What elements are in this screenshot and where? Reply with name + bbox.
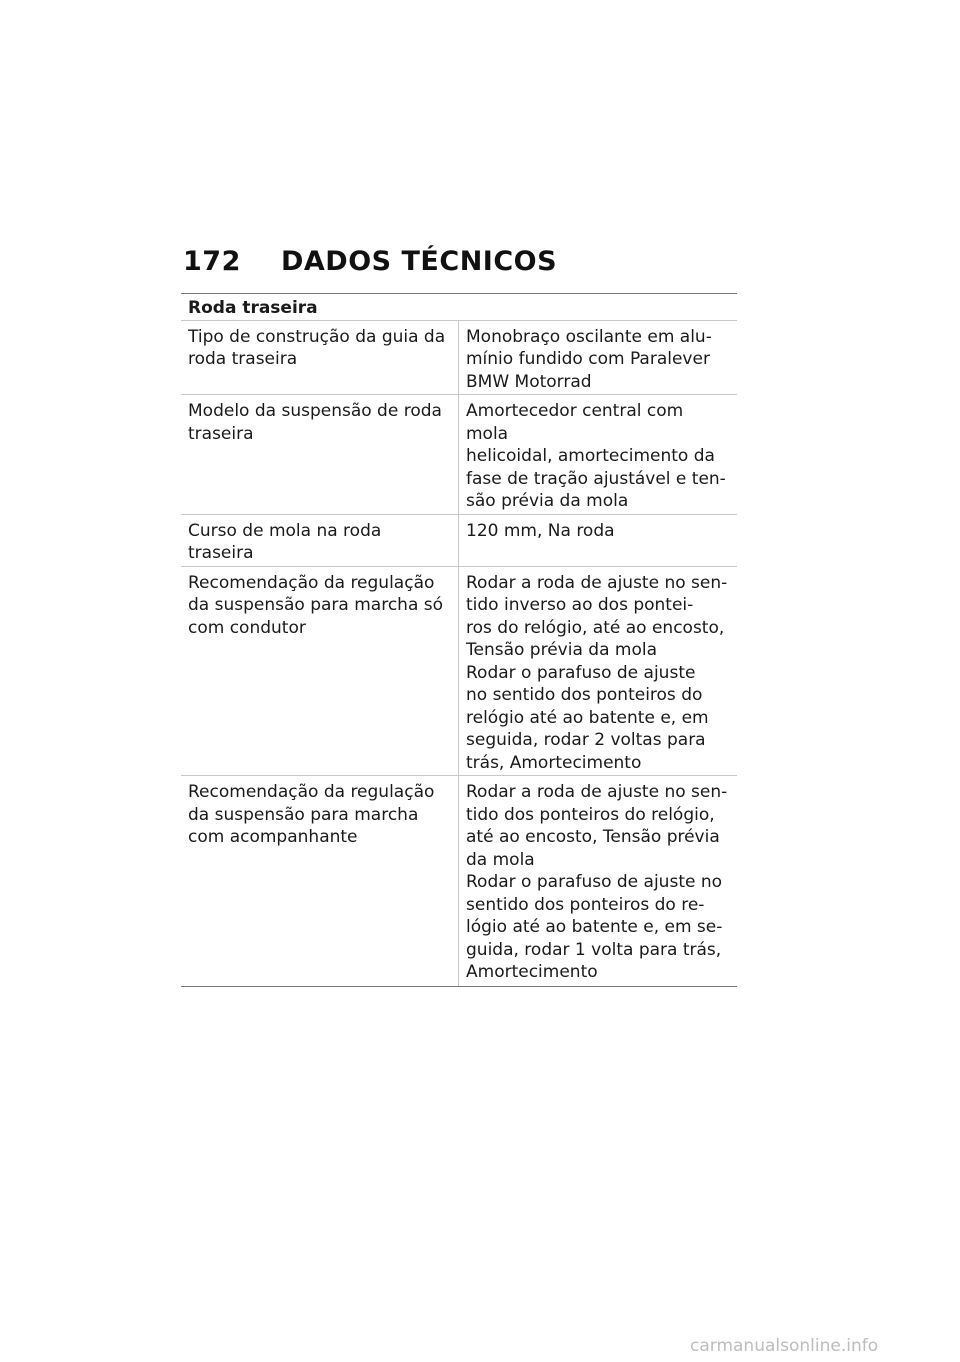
section-header-row — [181, 294, 737, 321]
value-line: Amortecimento — [466, 962, 598, 982]
spec-table — [181, 293, 737, 987]
label-line: Modelo da suspensão de roda — [188, 401, 442, 421]
section-title: Roda traseira — [181, 294, 737, 321]
label-line: com condutor — [188, 617, 306, 638]
value-line: fase de tração ajustável e ten- — [466, 468, 726, 489]
label-line: Tipo de construção da guia da — [188, 326, 446, 347]
value-line: até ao encosto, Tensão prévia — [466, 827, 720, 847]
table-row — [181, 320, 737, 395]
label-line: da suspensão para marcha só — [188, 595, 444, 615]
value-line: lógio até ao batente e, em se- — [466, 917, 723, 937]
page-header — [183, 246, 557, 277]
row-label — [181, 566, 459, 776]
value-line: são prévia da mola — [466, 491, 629, 511]
value-line: 120 mm, Na roda — [466, 520, 615, 541]
value-line: sentido dos ponteiros do re- — [466, 894, 705, 915]
value-line: trás, Amortecimento — [466, 752, 642, 773]
label-line: roda traseira — [188, 349, 298, 369]
row-value — [459, 566, 738, 776]
table-row — [181, 395, 737, 515]
page-number: 172 — [183, 246, 241, 277]
table-row — [181, 514, 737, 566]
label-line: traseira — [188, 423, 254, 444]
label-line: Curso de mola na roda traseira — [188, 520, 382, 563]
row-label — [181, 395, 459, 515]
row-value — [459, 514, 738, 566]
value-line: mínio fundido com Paralever — [466, 349, 710, 369]
value-line: Monobraço oscilante em alu- — [466, 326, 712, 347]
value-line: BMW Motorrad — [466, 371, 592, 392]
table-row — [181, 566, 737, 776]
value-line: Rodar o parafuso de ajuste — [466, 662, 696, 683]
row-label — [181, 776, 459, 987]
row-label — [181, 320, 459, 395]
value-line: relógio até ao batente e, em — [466, 707, 709, 728]
label-line: da suspensão para marcha — [188, 804, 419, 825]
label-line: Recomendação da regulação — [188, 782, 435, 802]
value-line: Tensão prévia da mola — [466, 640, 657, 660]
value-line: Rodar a roda de ajuste no sen- — [466, 572, 728, 593]
value-line: tido inverso ao dos pontei- — [466, 595, 694, 615]
value-line: no sentido dos ponteiros do — [466, 685, 703, 705]
value-line: seguida, rodar 2 voltas para — [466, 730, 706, 750]
row-value — [459, 395, 738, 515]
value-line: guida, rodar 1 volta para trás, — [466, 939, 722, 960]
table-row — [181, 776, 737, 987]
value-line: da mola — [466, 849, 535, 870]
value-line: helicoidal, amortecimento da — [466, 446, 715, 466]
value-line: ros do relógio, até ao encosto, — [466, 617, 725, 638]
value-line: tido dos ponteiros do relógio, — [466, 804, 715, 825]
row-value — [459, 320, 738, 395]
page-title: DADOS TÉCNICOS — [281, 246, 558, 277]
value-line: Amortecedor central com mola — [466, 401, 684, 444]
row-value — [459, 776, 738, 987]
watermark-text: carmanualsonline.info — [690, 1336, 879, 1356]
value-line: Rodar o parafuso de ajuste no — [466, 872, 723, 892]
value-line: Rodar a roda de ajuste no sen- — [466, 782, 728, 802]
row-label — [181, 514, 459, 566]
label-line: Recomendação da regulação — [188, 572, 435, 593]
label-line: com acompanhante — [188, 827, 358, 847]
